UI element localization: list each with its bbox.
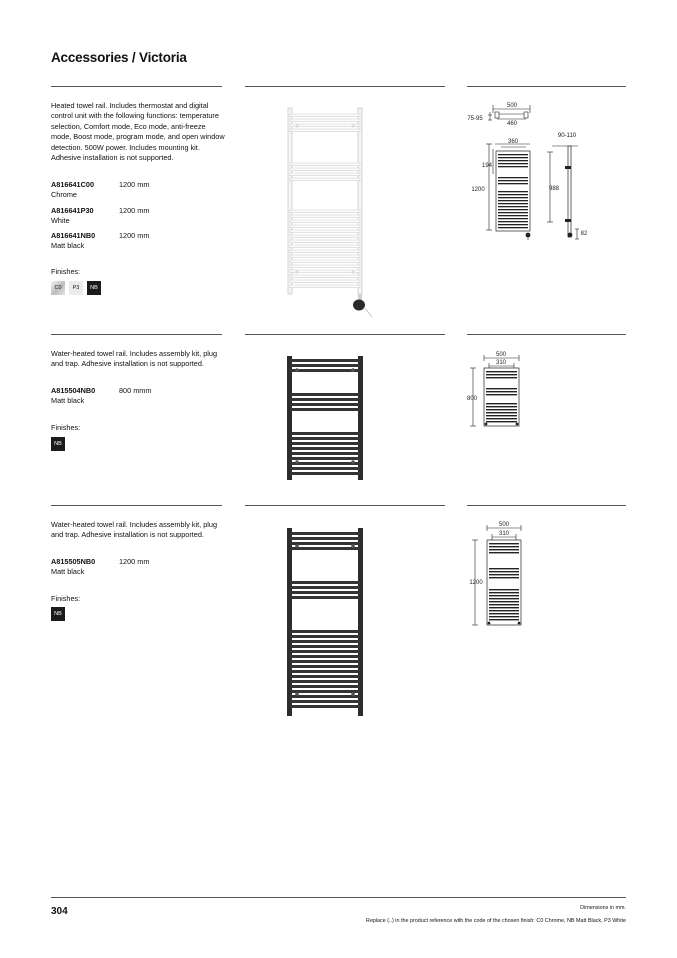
product-size: 1200 mm [119, 206, 150, 215]
technical-drawing-electric [462, 98, 628, 250]
technical-drawing-800 [464, 348, 534, 428]
finish-swatch-matt-black: NB [87, 281, 101, 295]
product-size: 800 mmm [119, 386, 152, 395]
section-rule [51, 505, 222, 506]
finish-swatch-matt-black: NB [51, 437, 65, 451]
section-rule [467, 505, 626, 506]
dim-inner-width: 310 [495, 360, 507, 366]
dim-offset: 82 [580, 231, 588, 237]
product-code: A815505NB0 [51, 557, 96, 566]
dim-depth-range: 75-95 [467, 116, 483, 122]
section-rule [467, 86, 626, 87]
section-rule [467, 334, 626, 335]
finish-swatch-white: P3 [69, 281, 83, 295]
product-finish: Matt black [51, 395, 85, 405]
product-size: 1200 mm [119, 180, 150, 189]
product-entry [51, 386, 151, 405]
dim-fix-height: 988 [548, 186, 560, 192]
product-finish: White [51, 215, 70, 225]
product-entry [51, 180, 149, 199]
product-entry [51, 206, 149, 225]
product-size: 1200 mm [119, 231, 150, 240]
dim-bottom-width: 460 [506, 121, 518, 127]
product-size: 1200 mm [119, 557, 150, 566]
finishes-label: Finishes: [51, 594, 81, 603]
product-code: A815504NB0 [51, 386, 96, 395]
section-rule [245, 505, 445, 506]
product-finish: Chrome [51, 189, 77, 199]
product-entry [51, 557, 149, 576]
section-rule [245, 334, 445, 335]
dimensions-note: Dimensions in mm. [580, 905, 626, 911]
product-description: Water-heated towel rail. Includes assembly kit, plug and trap. Adhesive installation is not supported. [51, 520, 218, 540]
dim-outer-width: 500 [498, 522, 510, 528]
dim-side-depth: 90-110 [557, 133, 577, 139]
product-finish: Matt black [51, 566, 85, 576]
section-rule [51, 334, 222, 335]
product-photo-water-black-1200 [283, 526, 367, 718]
product-finish: Matt black [51, 240, 85, 250]
product-code: A816641P30 [51, 206, 94, 215]
finish-swatch-chrome: C0 [51, 281, 65, 295]
finish-swatch-matt-black: NB [51, 607, 65, 621]
dim-outer-width: 500 [495, 352, 507, 358]
page-title: Accessories / Victoria [51, 50, 187, 65]
finish-note: Replace (..) in the product reference with the code of the chosen finish: C0 Chrome, NB Matt Black, P3 White [365, 918, 626, 924]
dim-height: 1200 [469, 580, 483, 586]
finishes-label: Finishes: [51, 423, 81, 432]
section-rule [245, 86, 445, 87]
product-photo-electric-white [280, 106, 380, 318]
dim-gap: 194 [481, 163, 493, 169]
technical-drawing-1200 [464, 518, 534, 628]
section-rule [51, 86, 222, 87]
product-photo-water-black-800 [283, 354, 367, 482]
dim-height: 800 [466, 396, 478, 402]
dim-inner-width: 310 [498, 531, 510, 537]
dim-height: 1200 [471, 187, 485, 193]
product-entry [51, 231, 149, 250]
product-code: A816641C00 [51, 180, 95, 189]
product-code: A816641NB0 [51, 231, 96, 240]
page-number: 304 [51, 906, 68, 917]
product-description: Heated towel rail. Includes thermostat and digital control unit with the following functions: temperature selection, Comfort mode, Eco mode, anti-freeze mode, Boost mode, program mode, and open window detection. 500W power. Includes mounting kit. Adhesive installation is not supported. [51, 101, 225, 163]
dim-top-width: 500 [506, 103, 518, 109]
product-description: Water-heated towel rail. Includes assembly kit, plug and trap. Adhesive installation is not supported. [51, 349, 218, 369]
dim-inner-width: 360 [507, 139, 519, 145]
footer-rule [51, 897, 626, 898]
finishes-label: Finishes: [51, 267, 81, 276]
